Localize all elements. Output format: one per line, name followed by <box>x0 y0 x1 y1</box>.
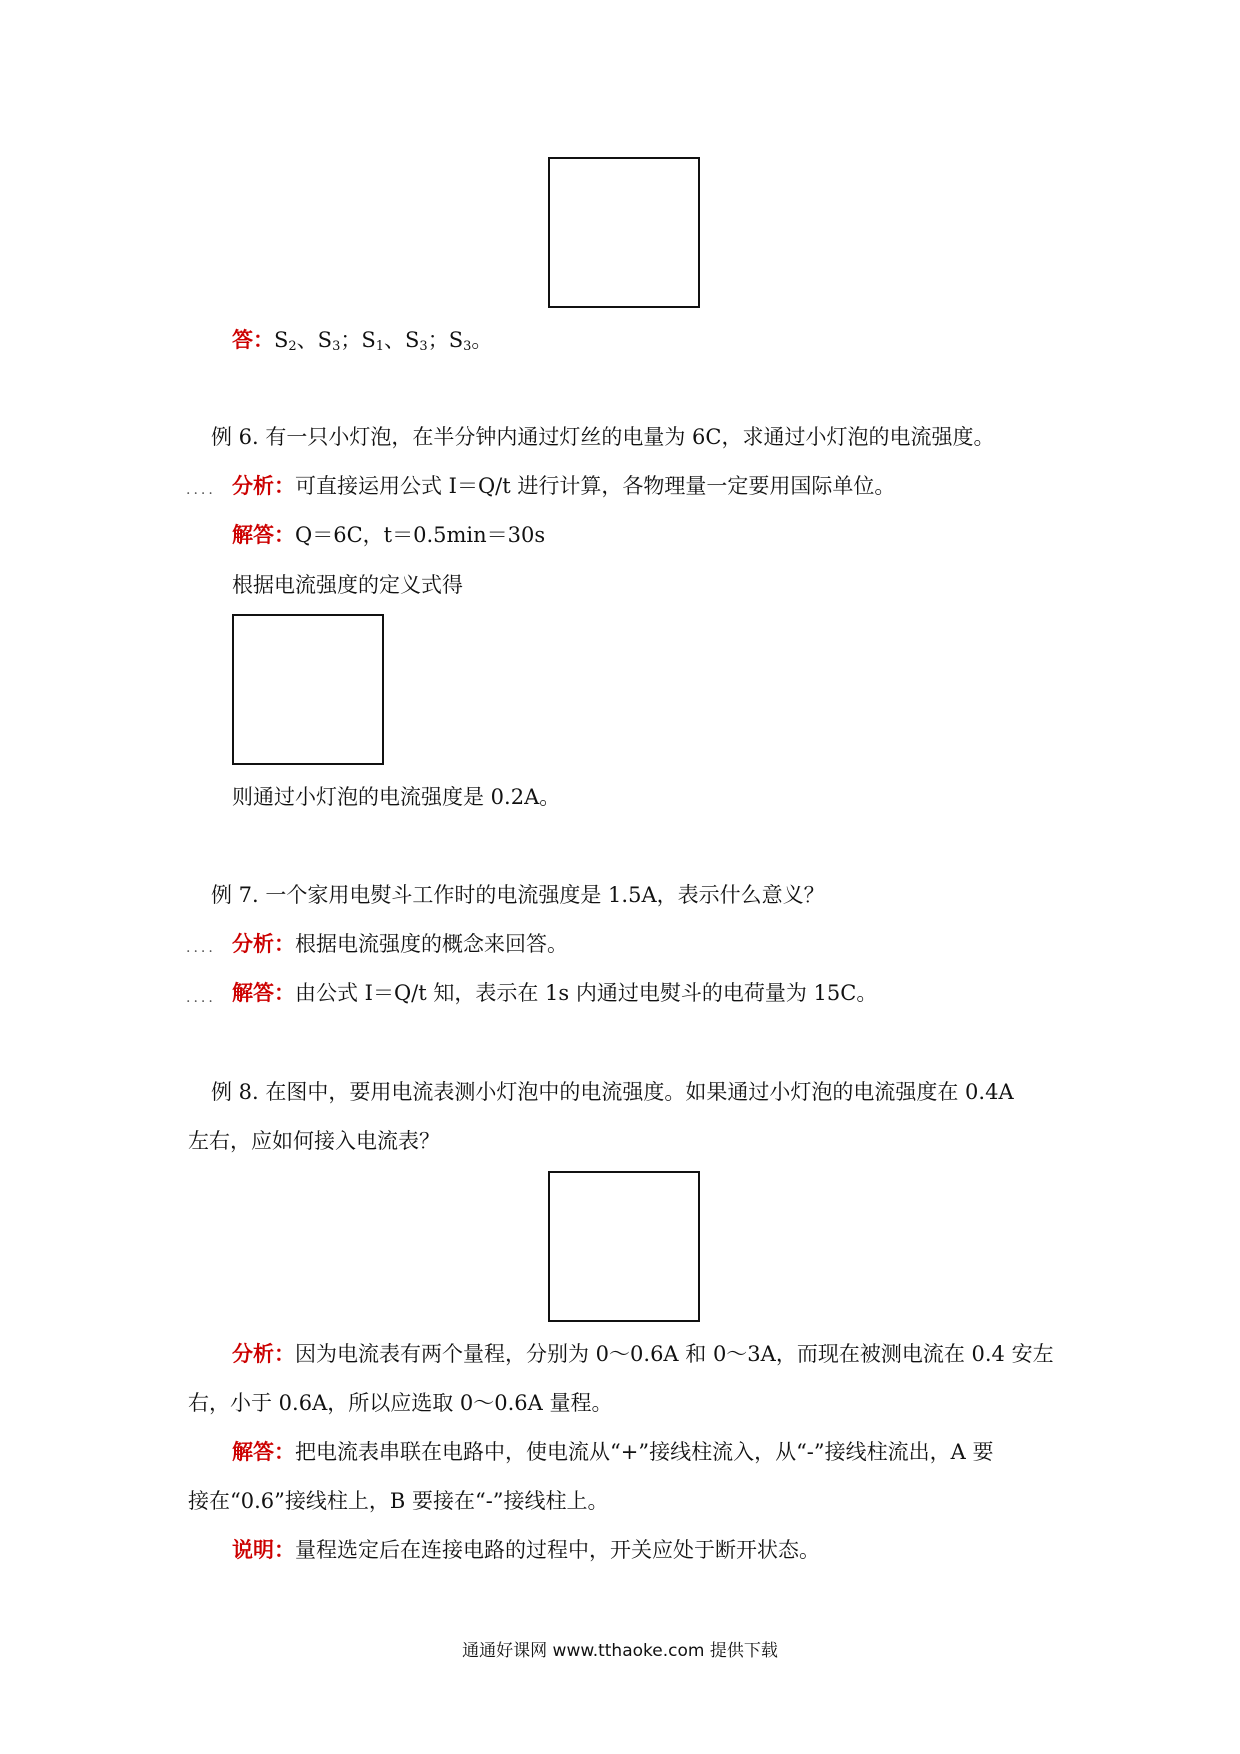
analysis-text: 可直接运用公式 I＝Q/t 进行计算，各物理量一定要用国际单位。 <box>295 474 896 498</box>
ex8-analysis-line2: 右，小于 0.6A，所以应选取 0～0.6A 量程。 <box>188 1391 613 1415</box>
analysis-text: 根据电流强度的概念来回答。 <box>295 932 568 956</box>
ex8-note <box>232 1535 820 1565</box>
formula-placeholder <box>232 614 384 765</box>
solution-text: 由公式 I＝Q/t 知，表示在 1s 内通过电熨斗的电荷量为 15C。 <box>295 981 878 1005</box>
solution-label: 解答： <box>232 1439 295 1464</box>
ex6-conclusion: 则通过小灯泡的电流强度是 0.2A。 <box>232 785 561 809</box>
margin-dots: .... <box>186 990 216 1006</box>
solution-text: 把电流表串联在电路中，使电流从“+”接线柱流入，从“-”接线柱流出，A 要 <box>295 1440 994 1464</box>
ex7-solution <box>232 978 877 1008</box>
analysis-text: 因为电流表有两个量程，分别为 0～0.6A 和 0～3A，而现在被测电流在 0.4 安左 <box>295 1342 1054 1366</box>
ex8-analysis-line1 <box>232 1339 1054 1369</box>
ex8-question-line2: 左右，应如何接入电流表？ <box>188 1129 440 1153</box>
switch-s3: $S_3$ <box>317 328 341 354</box>
ex6-analysis <box>232 471 895 501</box>
circuit-figure-placeholder <box>548 1171 700 1322</box>
ex6-solution <box>232 520 545 550</box>
note-label: 说明： <box>232 1537 295 1562</box>
switch-s3: $S_3$ <box>405 328 428 354</box>
analysis-label: 分析： <box>232 931 295 956</box>
page-footer: 通通好课网 www.tthaoke.com 提供下载 <box>462 1641 778 1661</box>
switch-s3: $S_3$ <box>448 328 472 354</box>
analysis-label: 分析： <box>232 1341 295 1366</box>
solution-label: 解答： <box>232 980 295 1005</box>
ex8-question-line1: 例 8. 在图中，要用电流表测小灯泡中的电流强度。如果通过小灯泡的电流强度在 0.4A <box>211 1080 1014 1104</box>
ex6-question: 例 6. 有一只小灯泡，在半分钟内通过灯丝的电量为 6C，求通过小灯泡的电流强度。 <box>211 425 995 449</box>
analysis-label: 分析： <box>232 473 295 498</box>
margin-dots: .... <box>186 482 216 498</box>
note-text: 量程选定后在连接电路的过程中，开关应处于断开状态。 <box>295 1538 820 1562</box>
ex7-question: 例 7. 一个家用电熨斗工作时的电流强度是 1.5A，表示什么意义？ <box>211 883 825 907</box>
solution-label: 解答： <box>232 522 295 547</box>
switch-s2: $S_2$ <box>274 328 297 354</box>
ex8-solution-line2: 接在“0.6”接线柱上，B 要接在“-”接线柱上。 <box>188 1489 609 1513</box>
answer-top-line: 答：$S_2$、$S_3$；$S_1$、$S_3$；$S_3$。 <box>232 327 493 354</box>
figure-placeholder-top <box>548 157 700 308</box>
ex8-solution-line1 <box>232 1437 993 1467</box>
margin-dots: .... <box>186 940 216 956</box>
switch-s1: $S_1$ <box>361 328 385 354</box>
solution-text: Q＝6C，t＝0.5min＝30s <box>295 523 546 547</box>
answer-label: 答： <box>232 327 274 352</box>
ex7-analysis <box>232 929 568 959</box>
ex6-definition-line: 根据电流强度的定义式得 <box>232 573 463 597</box>
